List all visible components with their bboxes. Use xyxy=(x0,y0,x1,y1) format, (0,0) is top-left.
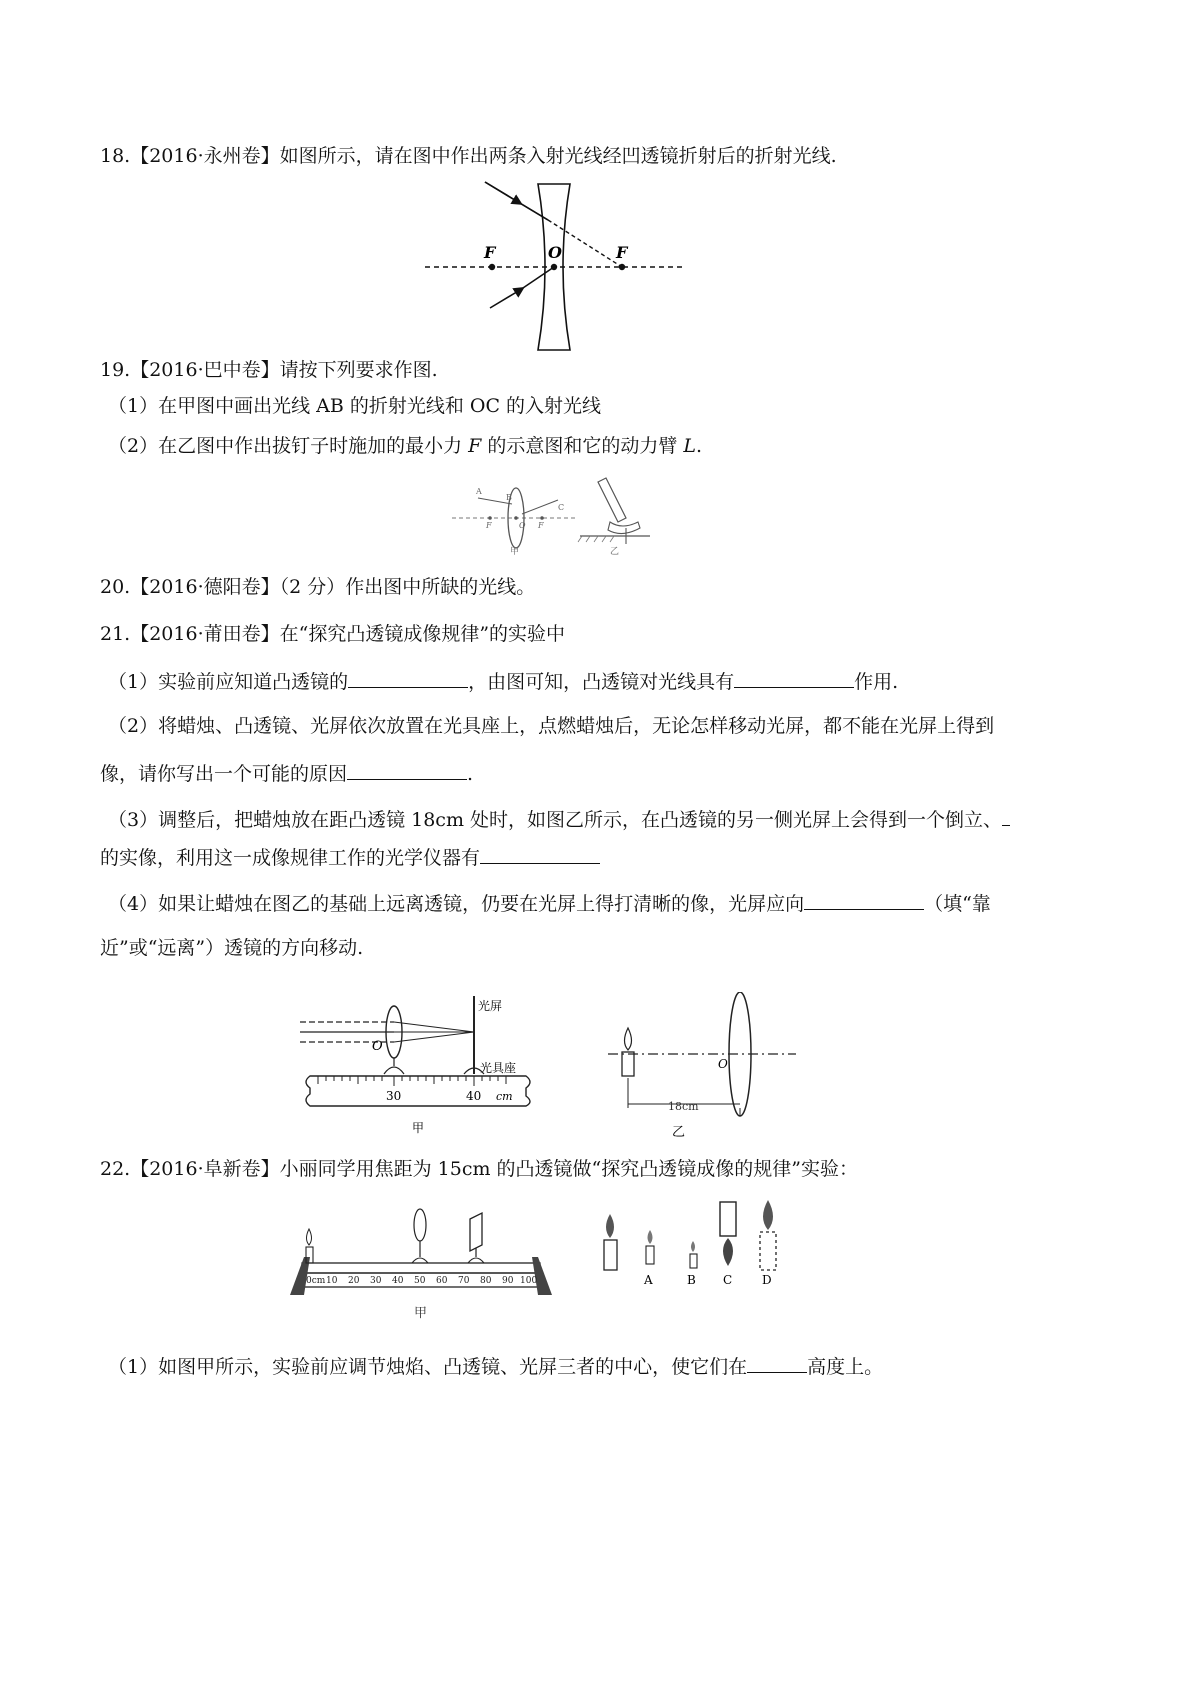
q22-part1: （1）如图甲所示，实验前应调节烛焰、凸透镜、光屏三者的中心，使它们在 高度上。 xyxy=(108,1352,883,1380)
scale-tick: 0cm xyxy=(306,1276,326,1286)
label-yi: 乙 xyxy=(672,1125,686,1140)
label-O: O xyxy=(548,243,562,262)
figure-21-jia-optical-bench xyxy=(298,988,538,1138)
figure-21-yi-candle-lens xyxy=(600,992,800,1140)
label-C: C xyxy=(723,1273,733,1287)
scale-tick: 80 xyxy=(480,1276,492,1286)
fig19-label-F1: F xyxy=(486,521,492,530)
answer-blank xyxy=(747,1352,807,1373)
q21-part4-line2: 近”或“远离”）透镜的方向移动. xyxy=(100,937,364,959)
scale-tick: 40 xyxy=(392,1276,404,1286)
label-B: B xyxy=(687,1273,696,1287)
scale-tick: 70 xyxy=(458,1276,470,1286)
label-bench: 光具座 xyxy=(480,1061,517,1075)
figure-22-candle-images xyxy=(590,1198,800,1298)
answer-blank xyxy=(734,667,854,688)
scale-tick: 60 xyxy=(436,1276,448,1286)
figure-19-lens-and-nail xyxy=(450,470,670,558)
answer-blank xyxy=(1002,805,1010,826)
fig19-label-jia: 甲 xyxy=(510,547,520,557)
q21-part3-line2: 的实像，利用这一成像规律工作的光学仪器有 xyxy=(100,843,600,871)
scale-tick: 90 xyxy=(502,1276,514,1286)
fig19-label-O: O xyxy=(519,521,526,530)
fig19-label-yi: 乙 xyxy=(610,547,620,557)
answer-blank xyxy=(804,889,924,910)
unit-cm: cm xyxy=(496,1090,513,1103)
fig19-label-C: C xyxy=(558,503,565,512)
answer-blank xyxy=(480,843,600,864)
tick-40: 40 xyxy=(466,1089,482,1103)
q18-stem: 18.【2016·永州卷】如图所示，请在图中作出两条入射光线经凹透镜折射后的折射光线. xyxy=(100,145,837,167)
q19-part2: （2）在乙图中作出拔钉子时施加的最小力 F 的示意图和它的动力臂 L. xyxy=(108,435,703,457)
q21-part2-line1: （2）将蜡烛、凸透镜、光屏依次放置在光具座上，点燃蜡烛后，无论怎样移动光屏，都不能在光屏上得到 xyxy=(108,715,995,737)
scale-tick: 50 xyxy=(414,1276,426,1286)
q19-part1: （1）在甲图中画出光线 AB 的折射光线和 OC 的入射光线 xyxy=(108,395,602,417)
figure-22-jia-bench xyxy=(282,1195,562,1325)
answer-blank xyxy=(347,759,467,780)
q22-stem: 22.【2016·阜新卷】小丽同学用焦距为 15cm 的凸透镜做“探究凸透镜成像的规律”实验： xyxy=(100,1158,858,1180)
scale-tick: 20 xyxy=(348,1276,360,1286)
q20-stem: 20.【2016·德阳卷】（2 分）作出图中所缺的光线。 xyxy=(100,576,536,598)
figure-18-concave-lens xyxy=(420,180,690,355)
answer-blank xyxy=(348,667,468,688)
label-jia: 甲 xyxy=(412,1121,425,1135)
label-F-left: F xyxy=(484,243,496,262)
q21-part2-line2: 像，请你写出一个可能的原因 . xyxy=(100,759,473,787)
label-jia-22: 甲 xyxy=(414,1306,428,1321)
fig19-label-B: B xyxy=(506,493,512,502)
q21-part1: （1）实验前应知道凸透镜的 ，由图可知，凸透镜对光线具有 作用. xyxy=(108,667,898,695)
label-A: A xyxy=(644,1273,653,1287)
label-D: D xyxy=(762,1273,772,1287)
q21-part3-line1: （3）调整后，把蜡烛放在距凸透镜 18cm 处时，如图乙所示，在凸透镜的另一侧光屏上会得到一个倒立、 xyxy=(108,805,1010,833)
scale-tick: 30 xyxy=(370,1276,382,1286)
label-O-jia: O xyxy=(372,1039,383,1054)
label-screen: 光屏 xyxy=(478,999,503,1013)
label-O-yi: O xyxy=(718,1057,728,1071)
fig19-label-F2: F xyxy=(538,521,544,530)
label-F-right: F xyxy=(616,243,628,262)
q21-stem: 21.【2016·莆田卷】在“探究凸透镜成像规律”的实验中 xyxy=(100,623,566,645)
scale-tick: 10 xyxy=(326,1276,338,1286)
scale-tick: 100 xyxy=(520,1276,538,1286)
tick-30: 30 xyxy=(386,1089,402,1103)
label-distance: 18cm xyxy=(668,1100,699,1113)
q19-stem: 19.【2016·巴中卷】请按下列要求作图. xyxy=(100,359,438,381)
fig19-label-A: A xyxy=(476,487,482,496)
q21-part4-line1: （4）如果让蜡烛在图乙的基础上远离透镜，仍要在光屏上得打清晰的像，光屏应向 （填“靠 xyxy=(108,889,991,917)
